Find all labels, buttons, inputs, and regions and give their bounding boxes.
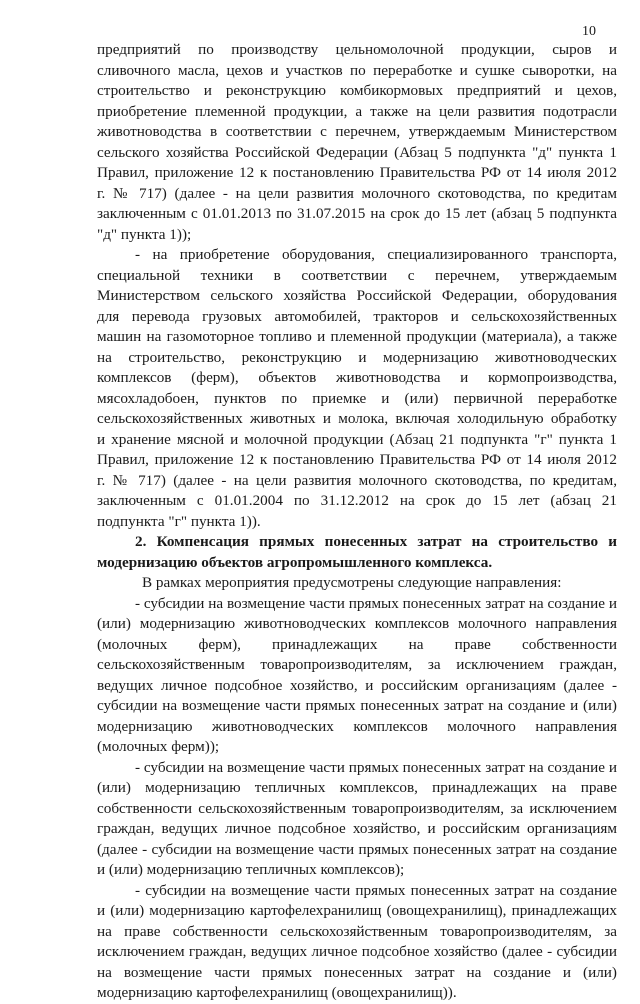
text-line: исключением граждан, ведущих личное подсобное хозяйство (далее - субсидии [97,943,617,960]
text-line: (или) модернизацию тепличных комплексов, принадлежащих на праве [97,779,617,796]
text-line: Правил, приложение 12 к постановлению Правительства РФ от 14 июля 2012 [97,451,617,468]
text-line: модернизацию животноводческих комплексов молочного направления [97,717,617,735]
text-line: собственности сельскохозяйственным товаропроизводителям, за исключением [97,799,617,817]
text-line: (молочных ферм), принадлежащих на праве собственности [97,635,617,653]
text-line: и хранение мясной и молочной продукции (Абзац 21 подпункта "г" пункта 1 [97,430,617,448]
text-line: "д" пункта 1)); [97,225,192,243]
page-number: 10 [582,24,596,39]
text-line: на строительство, реконструкцию и модернизацию животноводческих [97,348,617,366]
text-line: специальной техники в соответствии с перечнем, утверждаемым [97,266,617,284]
document-body [97,40,617,1004]
text-line: и (или) модернизацию картофелехранилищ (овощехранилищ), принадлежащих [97,902,617,919]
text-line: - субсидии на возмещение части прямых понесенных затрат на создание и [135,758,617,776]
text-line: сливочного масла, цехов и участков по переработке и сушке сыворотки, на [97,61,617,79]
para-equipment [97,245,617,532]
text-line: комплексов (ферм), объектов животноводства и кормопроизводства, [97,369,617,386]
text-line: подпункта "г" пункта 1)). [97,512,261,530]
para-greenhouse-subsidy [97,758,617,881]
text-line: сельского хозяйства Российской Федерации (Абзац 5 подпункта "д" пункта 1 [97,143,617,161]
text-line: на возмещение части прямых понесенных затрат на создание и (или) [97,963,617,981]
section-heading [97,532,617,573]
text-line: (далее - субсидии на возмещение части прямых понесенных затрат на создание [97,840,617,858]
para-dairy-subsidy [97,594,617,758]
para-intro [97,573,617,594]
text-line: - субсидии на возмещение части прямых понесенных затрат на создание и [135,594,617,612]
text-line: модернизацию картофелехранилищ (овощехранилищ)). [97,984,457,1001]
text-line: субсидии на возмещение части прямых понесенных затрат на создание и (или) [97,697,617,714]
text-line: В рамках мероприятия предусмотрены следующие направления: [142,574,562,591]
text-line: (молочных ферм)); [97,738,220,755]
text-line: - субсидии на возмещение части прямых понесенных затрат на создание [135,881,617,899]
text-line: (или) модернизацию животноводческих комплексов молочного направления [97,615,617,632]
text-line: сельскохозяйственных животных и молока, включая холодильную обработку [97,410,617,427]
text-line: приобретение племенной продукции, а также на цели развития подотрасли [97,102,617,120]
text-line: заключенным с 01.01.2004 по 31.12.2012 на срок до 15 лет (абзац 21 [97,492,617,509]
text-line: заключенным с 01.01.2013 по 31.07.2015 на срок до 15 лет (абзац 5 подпункта [97,205,617,222]
text-line: - на приобретение оборудования, специализированного транспорта, [135,246,617,263]
text-line: Правил, приложение 12 к постановлению Правительства РФ от 14 июля 2012 [97,164,617,181]
text-line: животноводства в соответствии с перечнем, утверждаемым Министерством [97,123,617,140]
text-line: и (или) модернизацию тепличных комплексов); [97,861,405,878]
text-line: модернизацию объектов агропромышленного комплекса. [97,553,493,571]
text-line: г. № 717) (далее - на цели развития молочного скотоводства, по кредитам [97,184,617,202]
text-line: г. № 717) (далее - на цели развития молочного скотоводства, по кредитам, [97,471,617,489]
text-line: Министерством сельского хозяйства Российской Федерации, оборудования [97,287,617,304]
text-line: 2. Компенсация прямых понесенных затрат на строительство и [135,533,617,550]
text-line: ведущих личное подсобное хозяйство, и российским организациям (далее - [97,676,617,694]
text-line: на праве собственности сельскохозяйственным товаропроизводителям, за [97,922,617,940]
para-potato-storage-subsidy [97,881,617,1004]
text-line: предприятий по производству цельномолочной продукции, сыров и [97,41,617,58]
text-line: для перевода грузовых автомобилей, тракторов и сельскохозяйственных [97,307,617,325]
text-line: граждан, ведущих личное подсобное хозяйство, и российским организациям [97,820,617,837]
text-line: сельскохозяйственным товаропроизводителям, за исключением граждан, [97,656,617,673]
text-line: машин на газомоторное топливо и племенной продукции (материала), а также [97,328,617,345]
para-continuation [97,40,617,245]
text-line: мясохладобоен, пунктов по приемке и (или) первичной переработке [97,389,617,407]
text-line: строительство и реконструкцию комбикормовых предприятий и цехов, [97,82,617,99]
